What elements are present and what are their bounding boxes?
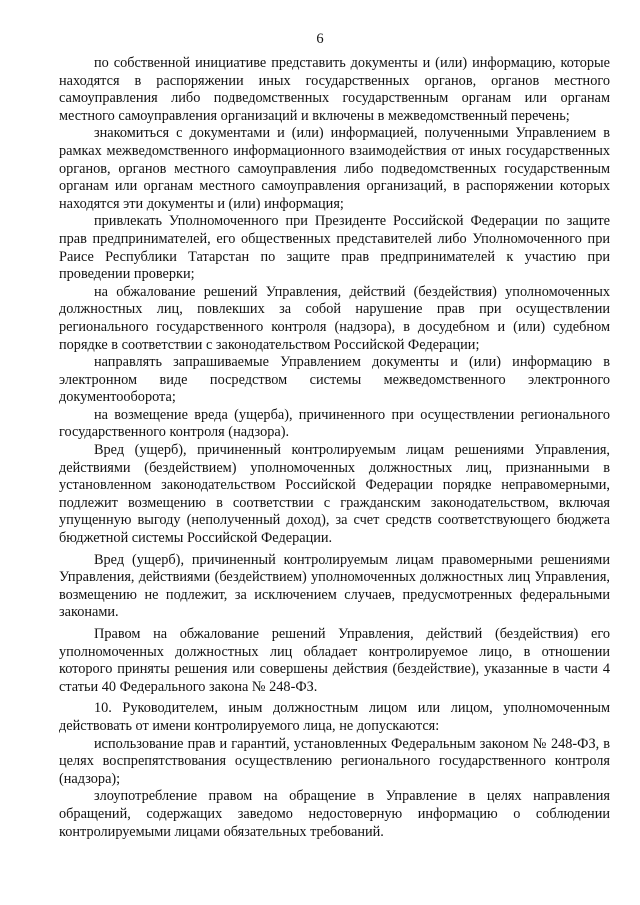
paragraph-abuse-appeal: злоупотребление правом на обращение в Управление в целях направления обращений, содержащих заведомо недостоверную информацию о соблюдении контролируемыми лицами обязательных требований. (59, 788, 610, 840)
document-body (59, 55, 610, 841)
page-number: 6 (316, 31, 324, 47)
paragraph-lawful-harm: Вред (ущерб), причиненный контролируемым лицам правомерными решениями Управления, действиями (бездействием) уполномоченных должностных лиц Управления, возмещению не подлежит, за исключением случаев, предусмотренных федеральными законами. (59, 551, 610, 621)
paragraph-electronic-submission: направлять запрашиваемые Управлением документы и (или) информацию в электронном виде посредством системы межведомственного электронного документооборота; (59, 354, 610, 406)
paragraph-appeal-right: на обжалование решений Управления, действий (бездействия) уполномоченных должностных лиц, повлекших за собой нарушение прав при осуществлении регионального государственного контроля (надзора), в досудебном и (или) судебном порядке в соответствии с законодательством Российской Федерации; (59, 283, 610, 353)
paragraph-unlawful-harm: Вред (ущерб), причиненный контролируемым лицам решениями Управления, действиями (бездействием) уполномоченных должностных лиц, признанными в установленном законодательством Российской Федерации порядке неправомерными, подлежит возмещению в соответствии с гражданским законодательством, включая упущенную выгоду (неполученный доход), за счет средств соответствующего бюджета бюджетной системы Российской Федерации. (59, 442, 610, 547)
paragraph-section-10: 10. Руководителем, иным должностным лицом или лицом, уполномоченным действовать от имени контролируемого лица, не допускаются: (59, 700, 610, 734)
paragraph-involve-ombudsman: привлекать Уполномоченного при Президенте Российской Федерации по защите прав предпринимателей, его общественных представителей либо Уполномоченного при Раисе Республики Татарстан по защите прав предпринимателей к участию при проведении проверки; (59, 213, 610, 283)
paragraph-review-documents: знакомиться с документами и (или) информацией, полученными Управлением в рамках межведомственного информационного взаимодействия от иных государственных органов, органов местного самоуправления либо подведомственных государственным органам или органам местного самоуправления организаций, в распоряжении которых находятся эти документы и (или) информация; (59, 125, 610, 212)
paragraph-submit-documents: по собственной инициативе представить документы и (или) информацию, которые находятся в распоряжении иных государственных органов, органов местного самоуправления либо подведомственных государственным органам или органам местного самоуправления организаций и включены в межведомственный перечень; (59, 55, 610, 124)
paragraph-compensation-right: на возмещение вреда (ущерба), причиненного при осуществлении регионального государственного контроля (надзора). (59, 406, 610, 441)
paragraph-misuse-rights: использование прав и гарантий, установленных Федеральным законом № 248-ФЗ, в целях воспрепятствования осуществлению регионального государственного контроля (надзора); (59, 735, 610, 787)
paragraph-appeal-holder: Правом на обжалование решений Управления, действий (бездействия) его уполномоченных должностных лиц обладает контролируемое лицо, в отношении которого приняты решения или совершены действия (бездействие), указанные в части 4 статьи 40 Федерального закона № 248-ФЗ. (59, 626, 610, 695)
